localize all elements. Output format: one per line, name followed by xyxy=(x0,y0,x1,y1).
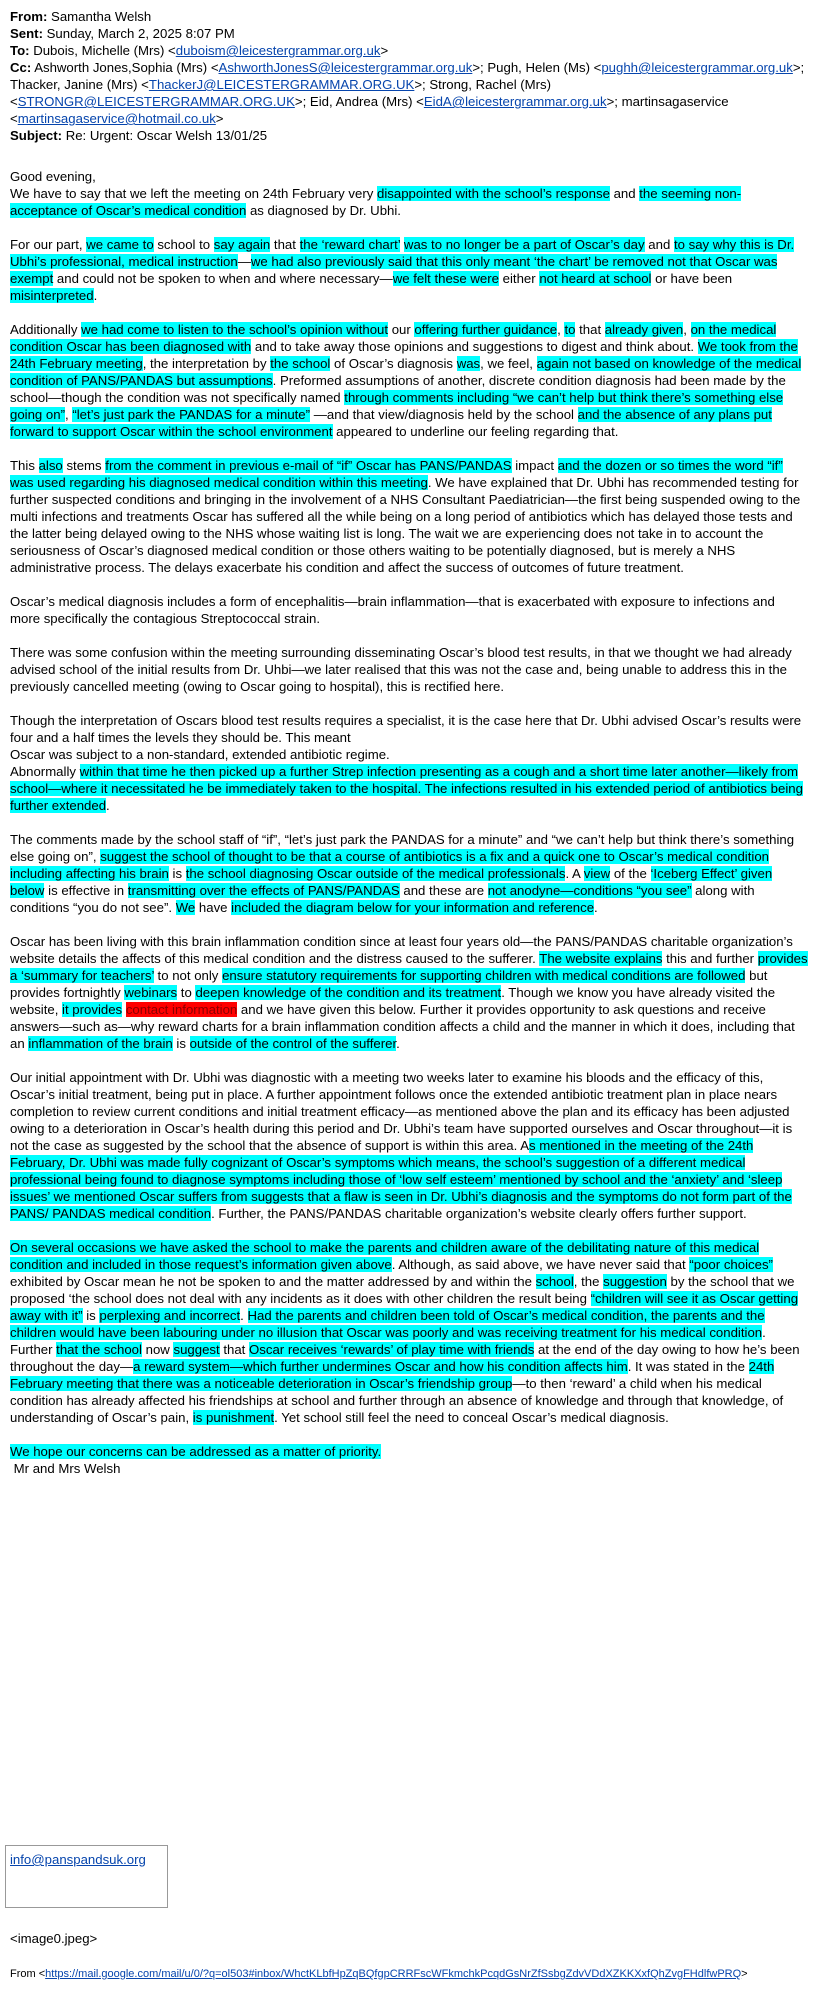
paragraph-7b: Oscar was subject to a non-standard, extended antibiotic regime. xyxy=(10,747,390,762)
highlighted-text: perplexing and incorrect xyxy=(99,1308,241,1323)
highlighted-text: school xyxy=(535,1274,574,1289)
highlighted-text: “poor choices” xyxy=(689,1257,773,1272)
highlighted-text: ‘Iceberg Effect’ given below xyxy=(10,866,773,898)
highlighted-text: the ‘reward chart’ xyxy=(299,237,401,252)
signature xyxy=(10,1460,808,1477)
text-run: , the interpretation by xyxy=(142,356,271,371)
text-run: . Although, as said above, we have never said that xyxy=(391,1257,690,1272)
text-run: and to take away those opinions and suggestions to digest and think about. xyxy=(251,339,698,354)
highlighted-text: We xyxy=(175,900,196,915)
text-run: and could not be spoken to when and where necessary— xyxy=(53,271,393,286)
highlighted-text: we had also previously said that this only meant ‘the chart’ be removed not that Oscar was exempt xyxy=(10,254,778,286)
highlighted-text: Oscar receives ‘rewards’ of play time with friends xyxy=(249,1342,535,1357)
text-run: The comments made by the school staff of “if”, “let’s just park the PANDAS for a minute” and “we can’t help but think there’s something else going on”, xyxy=(10,832,795,864)
closing-text: We hope our concerns can be addressed as a matter of priority. xyxy=(10,1444,382,1459)
text-run: impact xyxy=(511,458,558,473)
text-run: of Oscar’s diagnosis xyxy=(330,356,457,371)
highlighted-text: also xyxy=(38,458,63,473)
text-run: . xyxy=(106,798,110,813)
text-run: . Yet school still feel the need to conceal Oscar’s medical diagnosis. xyxy=(274,1410,669,1425)
text-run: at the end of the day owing to how he’s been throughout the day— xyxy=(10,1342,800,1374)
contact-email-link[interactable]: info@panspandsuk.org xyxy=(10,1852,146,1867)
highlighted-text: through comments including “we can’t help but think there’s something else going on” xyxy=(10,390,784,422)
from-label: From: xyxy=(10,9,48,24)
paragraph-11 xyxy=(10,1239,808,1426)
paragraph-2 xyxy=(10,236,808,304)
text-run: . We have explained that Dr. Ubhi has recommended testing for further suspected conditions and bringing in the involvement of a NHS Consultant Paediatrician—the first being suspended owing to the multi infections and treatments Oscar has suffered all the while being on a long period of antibiotics which has delayed those tests and the latter being delayed owing to the NHS whose waiting list is long. The wait we are experiencing does not take in to account the seriousness of Oscar’s diagnosed medical condition or those others waiting to be potentially diagnosed, but is merely a NHS administrative process. The delays exacerbate his condition and affect the success of outcomes of future treatment. xyxy=(10,475,801,575)
text-run: have xyxy=(195,900,232,915)
highlighted-text: to xyxy=(564,322,576,337)
highlighted-text: within that time he then picked up a further Strep infection presenting as a cough and a short time later another—likely from school—where it necessitated he be immediately taken to the hospital. The infections resulted in his extended period of antibiotics being further extended xyxy=(10,764,803,813)
text-run: . xyxy=(93,288,98,303)
text-run: Additionally xyxy=(10,322,82,337)
text-run: , the xyxy=(573,1274,604,1289)
text-run: . It was stated in the xyxy=(627,1359,749,1374)
cc-label: Cc: xyxy=(10,60,32,75)
sent-value: Sunday, March 2, 2025 8:07 PM xyxy=(46,26,235,41)
subject-label: Subject: xyxy=(10,128,63,143)
text-run: This xyxy=(10,458,39,473)
cc6-name: >; martinsagaservice < xyxy=(10,94,729,126)
text-run: is xyxy=(172,1036,190,1051)
from-value: Samantha Welsh xyxy=(51,9,152,24)
source-url-link[interactable]: https://mail.google.com/mail/u/0/?q=ol503#inbox/WhctKLbfHpZqBQfgpCRRFscWFkmchkPcqdGsNrZfSsbgZdvVDdXZKKXxfQhZvgFHdlfwPRQ xyxy=(45,1968,742,1980)
text-run: —to then ‘reward’ a child when his medical condition has already affected his friendships at school and further through an absence of knowledge and through that knowledge, of understanding of Oscar’s pain, xyxy=(10,1376,784,1425)
highlighted-text: the school diagnosing Oscar outside of the medical professionals xyxy=(185,866,566,881)
highlighted-text: included the diagram below for your information and reference xyxy=(231,900,595,915)
text-run: that xyxy=(270,237,300,252)
text-run: school to xyxy=(153,237,214,252)
highlighted-text: to say why this is Dr. Ubhi’s professional, medical instruction xyxy=(10,237,795,269)
image-placeholder: <image0.jpeg> xyxy=(10,1931,98,1946)
highlighted-text: offering further guidance xyxy=(414,322,558,337)
text-run: . xyxy=(240,1308,248,1323)
to-name: Dubois, Michelle (Mrs) < xyxy=(33,43,176,58)
highlighted-text: a reward system—which further undermines Oscar and how his condition affects him xyxy=(133,1359,628,1374)
paragraph-4 xyxy=(10,457,808,576)
highlighted-text: and the dozen or so times the word “if” was used regarding his diagnosed medical condition within this meeting xyxy=(10,458,783,490)
text-run: or have been xyxy=(651,271,733,286)
subject-line xyxy=(10,127,808,144)
highlighted-text: “let’s just park the PANDAS for a minute” xyxy=(72,407,311,422)
highlighted-text: disappointed with the school’s response xyxy=(377,186,610,201)
highlighted-text: was xyxy=(456,356,481,371)
highlighted-text: the seeming non-acceptance of Oscar’s medical condition xyxy=(10,186,742,218)
cc5-email-link[interactable]: EidA@leicestergrammar.org.uk xyxy=(423,94,607,109)
text-run: either xyxy=(498,271,540,286)
highlighted-text: from the comment in previous e-mail of “if” Oscar has PANS/PANDAS xyxy=(105,458,512,473)
text-run: —and that view/diagnosis held by the school xyxy=(310,407,578,422)
contact-box xyxy=(5,1845,168,1908)
paragraph-7c xyxy=(10,764,803,813)
highlighted-text: suggestion xyxy=(603,1274,667,1289)
highlighted-text: transmitting over the effects of PANS/PANDAS xyxy=(127,883,400,898)
text-run: but provides fortnightly xyxy=(10,968,768,1000)
text-run: Our initial appointment with Dr. Ubhi was diagnostic with a meeting two weeks later to examine his bloods and the efficacy of this, Oscar’s initial treatment, being put in place. A further appointment follows once the extended antibiotic treatment plan in place nears completion to review current conditions and initial treatment efficacy—as mentioned above the plan and its efficacy has been adjusted owing to a deterioration in Oscar’s health during this period and Dr. Ubhi’s team have supported ourselves and Oscar throughout—it is not the case as suggested by the school that the absence of support is within this area. A xyxy=(10,1070,793,1153)
highlighted-text: suggest xyxy=(173,1342,220,1357)
highlighted-text: misinterpreted xyxy=(10,288,94,303)
highlighted-text: We took from the 24th February meeting xyxy=(10,339,798,371)
highlighted-text: was to no longer be a part of Oscar’s day xyxy=(403,237,645,252)
closing-line xyxy=(10,1443,808,1460)
to-email-link[interactable]: duboism@leicestergrammar.org.uk xyxy=(175,43,381,58)
highlighted-text: not heard at school xyxy=(539,271,652,286)
highlighted-text: we felt these were xyxy=(392,271,499,286)
cc-line xyxy=(10,59,808,127)
highlighted-text: is punishment xyxy=(192,1410,275,1425)
text-run: to not only xyxy=(153,968,223,983)
text-run: Oscar has been living with this brain inflammation condition since at least four years old—the PANS/PANDAS charitable organization’s website details the affects of this medical condition and the distress caused to the sufferer. xyxy=(10,934,793,966)
greeting: Good evening, xyxy=(10,169,96,184)
text-run: , xyxy=(557,322,565,337)
text-run: . Further xyxy=(10,1325,766,1357)
text-run: , xyxy=(683,322,691,337)
paragraph-10 xyxy=(10,1069,808,1222)
text-run: . A xyxy=(565,866,584,881)
highlighted-text: Had the parents and children been told of Oscar’s medical condition, the parents and the children would have been labouring under no illusion that Oscar was poorly and was receiving treatment for his medical condition xyxy=(10,1308,765,1340)
redacted-text: contact information xyxy=(125,1002,238,1017)
cc5-name: >; Eid, Andrea (Mrs) < xyxy=(294,94,424,109)
paragraph-1 xyxy=(10,185,808,219)
text-run: Abnormally xyxy=(10,764,80,779)
text-run: now xyxy=(141,1342,174,1357)
email-page xyxy=(10,8,808,1477)
highlighted-text: view xyxy=(583,866,611,881)
text-run: along with conditions “you do not see”. xyxy=(10,883,755,915)
cc3-name: >; Thacker, Janine (Mrs) < xyxy=(10,60,805,92)
cc1-name: Ashworth Jones,Sophia (Mrs) < xyxy=(34,60,219,75)
highlighted-text: already given xyxy=(604,322,684,337)
text-run: . Preformed assumptions of another, discrete condition diagnosis had been made by the school—though the condition was not specifically named xyxy=(10,373,786,405)
text-run: and xyxy=(609,186,640,201)
footer-end: > xyxy=(741,1968,748,1980)
paragraph-7 xyxy=(10,712,808,814)
text-run: . xyxy=(396,1036,400,1051)
highlighted-text: deepen knowledge of the condition and its treatment xyxy=(195,985,502,1000)
highlighted-text: “children will see it as Oscar getting away with it” xyxy=(10,1291,799,1323)
text-run: is xyxy=(168,866,186,881)
sent-line xyxy=(10,25,808,42)
highlighted-text: the school xyxy=(270,356,331,371)
text-run: , we feel, xyxy=(480,356,537,371)
highlighted-text: we had come to listen to the school’s opinion without xyxy=(81,322,389,337)
highlighted-text: and the absence of any plans put forward to support Oscar within the school environment xyxy=(10,407,772,439)
text-run: and we have given this below. Further it provides opportunity to ask questions and receive answers—such as—why reward charts for a brain inflammation condition affects a child and the manner in which it does, including that an xyxy=(10,1002,795,1051)
text-run: our xyxy=(388,322,415,337)
text-run: to xyxy=(177,985,196,1000)
highlighted-text: webinars xyxy=(124,985,178,1000)
highlighted-text: we came to xyxy=(86,237,154,252)
highlighted-text: again not based on knowledge of the medical condition of PANS/PANDAS but assumptions xyxy=(10,356,802,388)
text-run: and these are xyxy=(399,883,488,898)
highlighted-text: not anodyne—conditions “you see” xyxy=(487,883,692,898)
text-run: this and further xyxy=(662,951,758,966)
highlighted-text: suggest the school of thought to be that a course of antibiotics is a fix and a quick one to Oscar’s medical condition including affecting his brain xyxy=(10,849,769,881)
text-run: stems xyxy=(62,458,106,473)
cc2-name: >; Pugh, Helen (Ms) < xyxy=(472,60,602,75)
to-end: > xyxy=(380,43,389,58)
footer-from-label: From < xyxy=(10,1968,46,1980)
highlighted-text: inflammation of the brain xyxy=(28,1036,173,1051)
text-run: For our part, xyxy=(10,237,87,252)
text-run: and xyxy=(644,237,674,252)
paragraph-6: There was some confusion within the meeting surrounding disseminating Oscar’s blood test results, in that we thought we had already advised school of the initial results from Dr. Uhbi—we later realised that this was not the case and, being unable to address this in the previously cancelled meeting (owing to Oscar going to hospital), this is rectified here. xyxy=(10,645,792,694)
signature-text: Mr and Mrs Welsh xyxy=(13,1461,121,1476)
text-run: , xyxy=(65,407,73,422)
text-run: . Though we know you have already visited the website, xyxy=(10,985,776,1017)
highlighted-text: s mentioned in the meeting of the 24th February, Dr. Ubhi was made fully cognizant of Oscar’s symptoms which means, the school’s suggestion of a different medical professional being found to diagnose symptoms including those of ‘low self esteem’ mentioned by school and the ‘anxiety’ and ‘sleep issues’ we mentioned Oscar suffers from suggests that a flaw is seen in Dr. Ubhi’s diagnosis and the symptoms do not form part of the PANS/ PANDAS medical condition xyxy=(10,1138,792,1221)
paragraph-3 xyxy=(10,321,808,440)
cc1-email-link[interactable]: AshworthJonesS@leicestergrammar.org.uk xyxy=(218,60,473,75)
text-run: exhibited by Oscar mean he not be spoken to and the matter addressed by and within the xyxy=(10,1274,536,1289)
highlighted-text: that the school xyxy=(56,1342,142,1357)
cc4-email-link[interactable]: STRONGR@LEICESTERGRAMMAR.ORG.UK xyxy=(17,94,295,109)
highlighted-text: outside of the control of the sufferer xyxy=(189,1036,397,1051)
source-footer xyxy=(10,1966,748,1983)
from-line xyxy=(10,8,808,25)
text-run: We have to say that we left the meeting on 24th February very xyxy=(10,186,378,201)
text-run: . xyxy=(594,900,598,915)
text-run: — xyxy=(237,254,251,269)
text-run: is effective in xyxy=(44,883,128,898)
email-header xyxy=(10,8,808,144)
subject-value: Re: Urgent: Oscar Welsh 13/01/25 xyxy=(65,128,268,143)
text-run: that xyxy=(575,322,605,337)
text-run: by the school that we proposed ‘the school does not deal with any incidents as it does with other children the result being xyxy=(10,1274,795,1306)
to-line xyxy=(10,42,808,59)
paragraph-8 xyxy=(10,831,808,916)
highlighted-text: on the medical condition Oscar has been diagnosed with xyxy=(10,322,777,354)
text-run: appeared to underline our feeling regarding that. xyxy=(332,424,619,439)
text-run: as diagnosed by Dr. Ubhi. xyxy=(246,203,401,218)
text-run: is xyxy=(82,1308,100,1323)
text-run: of the xyxy=(610,866,651,881)
highlighted-text: The website explains xyxy=(539,951,663,966)
to-label: To: xyxy=(10,43,30,58)
highlighted-text: On several occasions we have asked the school to make the parents and children aware of the debilitating nature of this medical condition and included in those request’s information given above xyxy=(10,1240,760,1272)
highlighted-text: it provides xyxy=(62,1002,123,1017)
highlighted-text: say again xyxy=(213,237,271,252)
cc3-email-link[interactable]: ThackerJ@LEICESTERGRAMMAR.ORG.UK xyxy=(148,77,415,92)
highlighted-text: provides a ‘summary for teachers’ xyxy=(10,951,808,983)
cc6-email-link[interactable]: martinsagaservice@hotmail.co.uk xyxy=(17,111,216,126)
cc4-name: >; Strong, Rachel (Mrs) < xyxy=(10,77,552,109)
paragraph-7a: Though the interpretation of Oscars blood test results requires a specialist, it is the case here that Dr. Ubhi advised Oscar’s results were four and a half times the levels they should be. This meant xyxy=(10,713,802,745)
cc-end: > xyxy=(215,111,224,126)
paragraph-5: Oscar’s medical diagnosis includes a form of encephalitis—brain inflammation—that is exacerbated with exposure to infections and more specifically the contagious Streptococcal strain. xyxy=(10,594,775,626)
cc2-email-link[interactable]: pughh@leicestergrammar.org.uk xyxy=(601,60,793,75)
sent-label: Sent: xyxy=(10,26,43,41)
highlighted-text: 24th February meeting that there was a noticeable deterioration in Oscar’s friendship group xyxy=(10,1359,775,1391)
text-run: that xyxy=(219,1342,250,1357)
highlighted-text: ensure statutory requirements for supporting children with medical conditions are followed xyxy=(222,968,746,983)
paragraph-9 xyxy=(10,933,808,1052)
text-run: . Further, the PANS/PANDAS charitable organization’s website clearly offers further support. xyxy=(211,1206,747,1221)
